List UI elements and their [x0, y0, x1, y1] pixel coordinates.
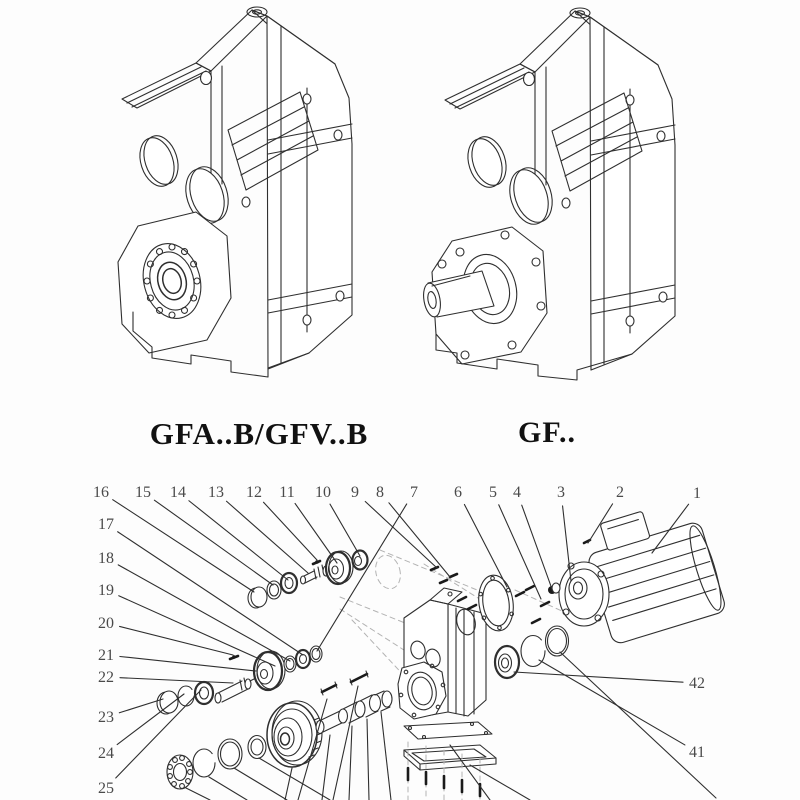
- edge-leader-5: [381, 712, 391, 800]
- callout-label-24: 24: [98, 745, 114, 762]
- leader-line-15: [154, 500, 273, 585]
- leader-line-20: [120, 626, 233, 655]
- callout-label-20: 20: [98, 615, 114, 632]
- intermediate-pinion-shaft: [215, 677, 258, 703]
- callout-label-22: 22: [98, 669, 114, 686]
- callout-label-8: 8: [376, 484, 384, 501]
- callout-label-25: 25: [98, 780, 114, 797]
- callout-label-5: 5: [489, 484, 497, 501]
- leader-line-4: [522, 505, 552, 589]
- callout-label-10: 10: [315, 484, 331, 501]
- shaft-keys: [321, 671, 368, 695]
- caption-gfab-gfvb: GFA..B/GFV..B: [149, 416, 369, 451]
- edge-leader-12: [560, 652, 716, 798]
- callout-label-3: 3: [557, 484, 565, 501]
- leader-line-11: [295, 503, 337, 563]
- edge-leader-7: [333, 686, 358, 800]
- leader-line-23: [119, 699, 163, 713]
- gearbox-drawing-gfab: [118, 7, 352, 377]
- edge-leader-2: [322, 735, 330, 800]
- leader-line-24: [117, 694, 184, 745]
- part-motor: [559, 496, 728, 646]
- snap-ring: [178, 686, 194, 706]
- gear-3-main: [267, 701, 322, 767]
- leader-line-6: [464, 504, 507, 587]
- callout-label-41: 41: [689, 744, 705, 761]
- caption-gf: GF..: [518, 416, 576, 449]
- leader-line-3: [563, 506, 571, 581]
- callout-label-16: 16: [93, 484, 109, 501]
- callout-label-1: 1: [693, 485, 701, 502]
- callout-label-4: 4: [513, 484, 521, 501]
- exploded-view: [93, 484, 728, 800]
- part-output-gear-assembly: [167, 701, 322, 789]
- callout-label-15: 15: [135, 484, 151, 501]
- leader-line-22: [120, 678, 233, 683]
- ring: [546, 626, 569, 656]
- callout-label-14: 14: [170, 484, 186, 501]
- callout-label-7: 7: [410, 484, 418, 501]
- leader-line-21: [120, 656, 256, 671]
- cooling-fins: [122, 63, 211, 108]
- gear-2: [254, 651, 285, 690]
- snap-ring: [193, 749, 215, 777]
- callout-label-17: 17: [98, 516, 114, 533]
- edge-leader-9: [209, 777, 247, 800]
- gearbox-drawing-gf: [421, 8, 675, 380]
- callout-label-42: 42: [689, 675, 705, 692]
- callout-label-6: 6: [454, 484, 462, 501]
- edge-leader-10: [234, 768, 287, 800]
- leader-line-42: [514, 672, 683, 682]
- cooling-fins: [445, 64, 535, 109]
- leader-line-9: [365, 502, 437, 568]
- callout-label-11: 11: [279, 484, 295, 501]
- leader-lines: [113, 500, 689, 778]
- callout-label-21: 21: [98, 647, 114, 664]
- callout-label-19: 19: [98, 582, 114, 599]
- edge-leader-1: [285, 768, 292, 800]
- callout-label-18: 18: [98, 550, 114, 567]
- ring: [218, 739, 242, 769]
- callout-label-12: 12: [246, 484, 262, 501]
- leader-line-8: [389, 503, 450, 577]
- leader-line-12: [264, 502, 317, 560]
- edge-leader-4: [367, 719, 369, 800]
- bearing: [296, 650, 310, 668]
- gear-1: [326, 551, 353, 584]
- callout-label-13: 13: [208, 484, 224, 501]
- callout-label-23: 23: [98, 709, 114, 726]
- ball-bearing: [167, 755, 193, 789]
- leader-line-16: [113, 500, 254, 592]
- input-pinion-shaft: [301, 565, 330, 584]
- edge-leader-3: [349, 726, 352, 800]
- leader-line-10: [330, 504, 360, 556]
- part-bottom-cover: [404, 722, 496, 800]
- callout-label-9: 9: [351, 484, 359, 501]
- leader-line-41: [539, 660, 685, 745]
- edge-leader-8: [186, 788, 210, 800]
- part-input-shaft-assembly: [248, 551, 368, 609]
- callout-label-2: 2: [616, 484, 624, 501]
